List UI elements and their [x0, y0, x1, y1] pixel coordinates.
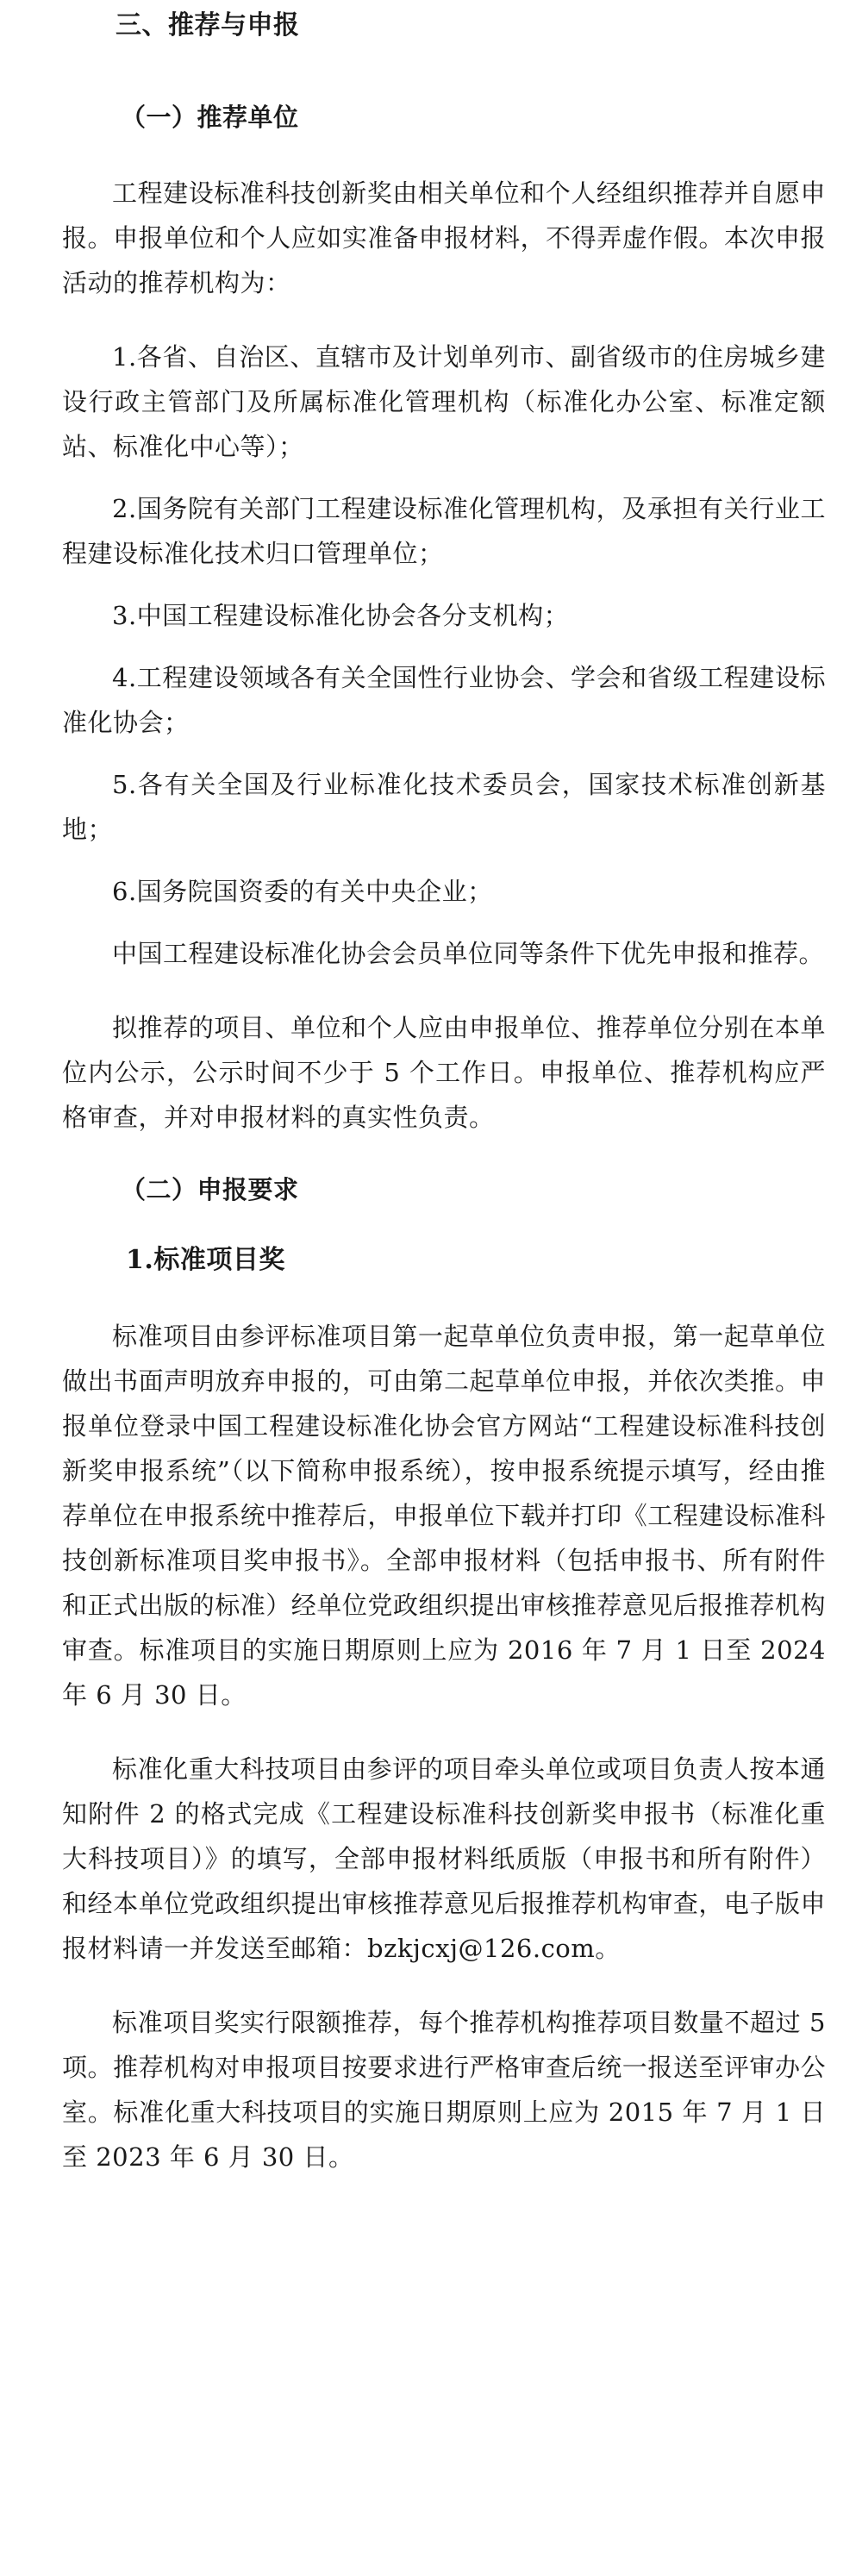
- recommend-item: 3.中国工程建设标准化协会各分支机构；: [112, 601, 570, 630]
- subsection-title-requirements: （二）申报要求: [121, 1175, 299, 1204]
- section-title: 三、推荐与申报: [116, 10, 300, 41]
- recommend-item: 2.国务院有关部门工程建设标准化管理机构，及承担有关行业工程建设标准化技术归口管理单位；: [62, 494, 826, 568]
- recommend-item: 1.各省、自治区、直辖市及计划单列市、副省级市的住房城乡建设行政主管部门及所属标准化管理机构（标准化办公室、标准定额站、标准化中心等）；: [62, 342, 826, 461]
- subsection-title-recommend: （一）推荐单位: [121, 103, 299, 132]
- recommend-intro-paragraph: 工程建设标准科技创新奖由相关单位和个人经组织推荐并自愿申报。申报单位和个人应如实准备申报材料，不得弄虚作假。本次申报活动的推荐机构为：: [62, 178, 826, 297]
- priority-note-paragraph: 中国工程建设标准化协会会员单位同等条件下优先申报和推荐。: [112, 939, 825, 968]
- recommend-item: 6.国务院国资委的有关中央企业；: [112, 877, 493, 906]
- requirements-paragraph: 标准项目由参评标准项目第一起草单位负责申报，第一起草单位做出书面声明放弃申报的，可由第二起草单位申报，并依次类推。申报单位登录中国工程建设标准化协会官方网站“工程建设标准科技创新奖申报系统”（以下简称申报系统），按申报系统提示填写，经由推荐单位在申报系统中推荐后，申报单位下载并打印《工程建设标准科技创新标准项目奖申报书》。全部申报材料（包括申报书、所有附件和正式出版的标准）经单位党政组织提出审核推荐意见后报推荐机构审查。标准项目的实施日期原则上应为 2016 年 7 月 1 日至 2024 年 6 月 30 日。: [62, 1322, 826, 1710]
- publicity-note-paragraph: 拟推荐的项目、单位和个人应由申报单位、推荐单位分别在本单位内公示，公示时间不少于 5 个工作日。申报单位、推荐机构应严格审查，并对申报材料的真实性负责。: [62, 1013, 826, 1132]
- requirements-paragraph: 标准项目奖实行限额推荐，每个推荐机构推荐项目数量不超过 5 项。推荐机构对申报项目按要求进行严格审查后统一报送至评审办公室。标准化重大科技项目的实施日期原则上应为 2015 年 7 月 1 日至 2023 年 6 月 30 日。: [62, 2008, 826, 2172]
- recommend-item: 4.工程建设领域各有关全国性行业协会、学会和省级工程建设标准化协会；: [62, 663, 826, 737]
- recommend-item: 5.各有关全国及行业标准化技术委员会，国家技术标准创新基地；: [62, 770, 826, 844]
- requirements-paragraph: 标准化重大科技项目由参评的项目牵头单位或项目负责人按本通知附件 2 的格式完成《工程建设标准科技创新奖申报书（标准化重大科技项目）》的填写，全部申报材料纸质版（申报书和所有附件）和经本单位党政组织提出审核推荐意见后报推荐机构审查，电子版申报材料请一并发送至邮箱：bzkjcxj@126.com。: [62, 1754, 826, 1963]
- award-title: 1.标准项目奖: [126, 1245, 285, 1275]
